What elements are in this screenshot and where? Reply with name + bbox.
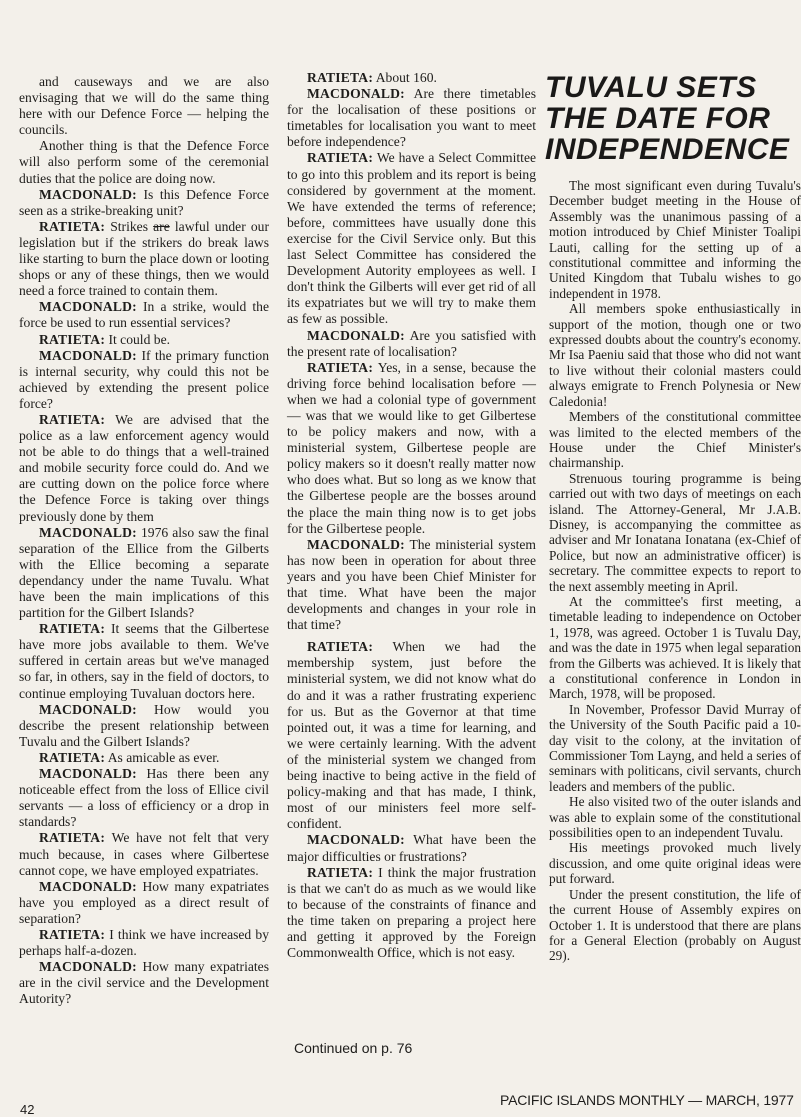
speaker-name: RATIETA: [39,411,106,427]
speaker-name: RATIETA: [307,864,374,880]
article-paragraph: He also visited two of the outer islands and was able to explain some of the constitutional possibilities open to an independent Tuvalu. [549,794,801,841]
interview-paragraph [19,219,269,299]
interview-paragraph [19,830,269,878]
paragraph-text: How many expatriates have you employed as a direct result of separation? [19,878,269,926]
interview-paragraph [19,959,269,1007]
speaker-name: MACDONALD: [39,878,137,894]
speaker-name: MACDONALD: [39,959,137,975]
interview-paragraph [287,328,536,360]
interview-paragraph [19,187,269,219]
continued-note: Continued on p. 76 [294,1040,413,1056]
paragraph-text: Another thing is that the Defence Force will also perform some of the ceremonial duties that the police are doing now. [19,138,269,186]
paragraph-text: How many expatriates are in the civil service and the Development Autority? [19,959,269,1007]
article-paragraph: Members of the constitutional committee was limited to the elected members of the House under the Chief Minister's chairmanship. [549,409,801,471]
article-paragraph: The most significant even during Tuvalu's December budget meeting in the House of Assembly was the unanimous passing of a motion introduced by Chief Minister Toalipi Lauti, calling for the setting up of a constitutional committee and informing the United Kingdom that Tubalu wishes to go independent in 1978. [549,178,801,301]
publication-footer: PACIFIC ISLANDS MONTHLY — MARCH, 1977 [500,1092,794,1108]
speaker-name: MACDONALD: [39,766,137,782]
speaker-name: MACDONALD: [307,536,405,552]
paragraph-text: Strikes [110,218,148,234]
paragraph-text: I think we have increased by perhaps half-a-dozen. [19,926,269,959]
interview-paragraph [287,537,536,634]
interview-paragraph [19,927,269,959]
paragraph-text: About 160. [375,70,437,85]
speaker-name: RATIETA: [39,749,106,765]
struck-word: are [153,218,170,234]
speaker-name: MACDONALD: [307,86,405,102]
paragraph-text: It seems that the Gilbertese have more jobs available to them. We've suffered in certain areas but we've managed so far, in others, say in the field of doctors, to continue employing Tuvaluan doctors here. [19,621,269,701]
speaker-name: RATIETA: [39,331,106,347]
speaker-name: RATIETA: [307,639,374,655]
paragraph-text: In a strike, would the force be used to run essential services? [19,299,269,331]
interview-paragraph [287,150,536,327]
interview-paragraph [19,750,269,766]
speaker-name: MACDONALD: [39,701,137,717]
paragraph-text: We have a Select Committee to go into this problem and its report is being considered by government at the moment. We have extended the terms of reference; before, committees have usually done this exercise for the Civil Service only. But this last Select Committee has considered the Development Autority employees as well. I don't think the Gilberts will ever get rid of all its expatriates but we will try to make them as few as possible. [287,150,537,327]
body-paragraph [19,74,269,138]
interview-paragraph [19,332,269,348]
speaker-name: MACDONALD: [307,327,405,343]
interview-paragraph [287,70,536,86]
interview-paragraph [19,879,269,927]
interview-paragraph [19,299,269,331]
speaker-name: RATIETA: [39,830,106,846]
paragraph-text: Yes, in a sense, because the driving force behind localisation before — when we had a colonial type of government — was that we would like to get Gilbertese to be policy makers and now, with a ministerial system, Gilbertese people are policy makers so it doesn't really matter now who does what. But so long as we know that the Gilbertese people are the bosses around the place the main thing now is to get jobs for the Gilbertese people. [287,359,536,536]
interview-paragraph [287,360,536,537]
interview-paragraph [287,86,536,150]
interview-paragraph [19,525,269,622]
speaker-name: MACDONALD: [39,347,137,363]
article-headline [545,72,801,165]
page-number: 42 [20,1102,35,1117]
headline-line: THE DATE FOR [545,102,771,135]
paragraph-text: Is this Defence Force seen as a strike-breaking unit? [19,186,269,218]
paragraph-text: What have been the major difficulties or frustrations? [287,832,536,864]
speaker-name: RATIETA: [39,621,106,637]
paragraph-text: I think the major frustration is that we can't do as much as we would like to because of the constraints of finance and the time taken on preparing a project here and getting it approved by the Foreign Commonwealth Office, which is not easy. [287,864,536,961]
paragraph-text: How would you describe the present relationship between Tuvalu and the Gilbert Islands? [19,701,269,749]
article-paragraph: His meetings provoked much lively discussion, and ome quite original ideas were put forward. [549,840,801,887]
speaker-name: RATIETA: [307,150,374,166]
interview-paragraph [19,412,269,525]
article-paragraph: In November, Professor David Murray of the University of the South Pacific paid a 10-day visit to the colony, at the invitation of Commissioner Tom Layng, and held a series of seminars with politicans, civil servants, church leaders and members of the public. [549,701,801,794]
speaker-name: RATIETA: [39,218,106,234]
interview-paragraph [287,639,536,832]
interview-paragraph [19,702,269,750]
article-paragraph: Under the present constitution, the life of the current House of Assembly expires on October 1. It is understood that there are plans for a General Election (probably on August 29). [549,886,801,964]
paragraph-text: Has there been any noticeable effect from the loss of Ellice civil servants — a loss of efficiency or a drop in standards? [19,766,269,830]
interview-paragraph [19,766,269,830]
paragraph-text: lawful under our legislation but if the strikers do break laws like starting to burn the place down or looting shops or any of these things, then we would need a force trained to contain them. [19,218,269,299]
headline-line: INDEPENDENCE [545,133,790,166]
headline-line: TUVALU SETS [545,71,757,104]
speaker-name: MACDONALD: [39,524,137,540]
speaker-name: MACDONALD: [39,186,137,202]
paragraph-text: and causeways and we are also envisaging that we will do the same thing here with our Defence Force — helping the councils. [19,74,269,138]
interview-paragraph [19,621,269,701]
speaker-name: RATIETA: [39,926,106,942]
article-column [549,178,801,964]
article-paragraph: At the committee's first meeting, a timetable leading to independence on October 1, 1978, was agreed. October 1 is Tuvalu Day, and was the date in 1975 when legal separation from the Gilberts was achieved. It is likely that a constitutional conference in London in March, 1978, will be proposed. [549,593,801,702]
paragraph-text: 1976 also saw the final separation of the Ellice from the Gilberts with the Ellice becoming a separate dependancy under the name Tuvalu. What have been the main implications of this partition for the Gilbert Islands? [19,524,269,621]
paragraph-text: We have not felt that very much because, in cases where Gilbertese cannot cope, we have employed expatriates. [19,830,270,878]
interview-paragraph [287,832,536,864]
interview-paragraph [19,348,269,412]
article-paragraph: All members spoke enthusiastically in support of the motion, though one or two expressed doubts about the country's economy. Mr Isa Paeniu said that those who did not want to live without their colonial masters could always emigrate to French Polynesia or New Caledonia! [549,301,801,409]
paragraph-text: If the primary function is internal security, why could this not be achieved by extending the present police force? [19,347,269,411]
paragraph-text: We are advised that the police as a law enforcement agency would not be able to do things that a well-trained and mobile security force could do. And we are cutting down on the police force where the Defence Force is taking over things previously done by them [19,411,269,524]
paragraph-text: When we had the membership system, just before the ministerial system, we did not know what do do and it was a rather frustrating experienc for us. But as the Governor at that time pointed out, it was a time for learning, and we were certainly learning. With the advent of the ministerial system we changed from being inactive to being active in the field of policy-making and that has made, I think, most of our ministers feel more self-confident. [287,639,536,832]
paragraph-text: As amicable as ever. [107,749,220,765]
interview-paragraph [287,865,536,962]
paragraph-text: It could be. [108,331,170,347]
speaker-name: RATIETA: [307,70,374,85]
body-paragraph [19,138,269,186]
article-paragraph: Strenuous touring programme is being carried out with two days of meetings on each island. The Attorney-General, Mr J.A.B. Disney, is accompanying the committee as adviser and Mr Ionatana Ionatana (ex-Chief of Police, but now an administrative officer) is secretary. The committee expects to report to the next assembly meeting in April. [549,470,801,594]
paragraph-text: The ministerial system has now been in operation for about three years and you have been Chief Minister for that time. What have been the major developments and changes in your role in that time? [287,536,536,633]
interview-column-2 [287,70,536,961]
interview-column-1 [19,74,269,1007]
paragraph-text: Are there timetables for the localisation of these positions or timetables for localisation you want to meet before independence? [287,86,536,150]
speaker-name: MACDONALD: [39,299,137,315]
speaker-name: RATIETA: [307,359,374,375]
paragraph-text: Are you satisfied with the present rate of localisation? [287,327,536,359]
speaker-name: MACDONALD: [307,832,405,848]
